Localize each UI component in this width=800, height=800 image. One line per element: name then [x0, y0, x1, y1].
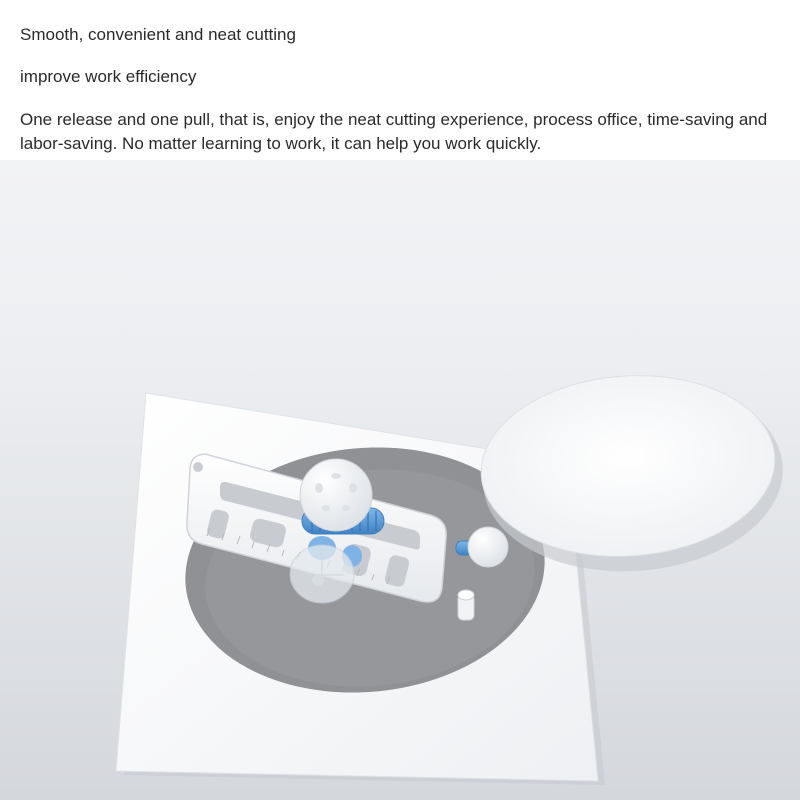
blade-guard — [290, 545, 354, 603]
rotation-knob — [300, 459, 372, 531]
pivot-knob — [468, 527, 508, 567]
center-pin-top — [458, 590, 474, 600]
headline: Smooth, convenient and neat cutting — [20, 25, 296, 44]
cutter-end-hole — [193, 462, 203, 472]
caption-block — [0, 0, 800, 160]
description-text: One release and one pull, that is, enjoy the neat cutting experience, process office, time-saving and labor-saving. No matter learning to work, it can help you work quickly. — [20, 110, 768, 153]
subheadline: improve work efficiency — [20, 67, 197, 86]
